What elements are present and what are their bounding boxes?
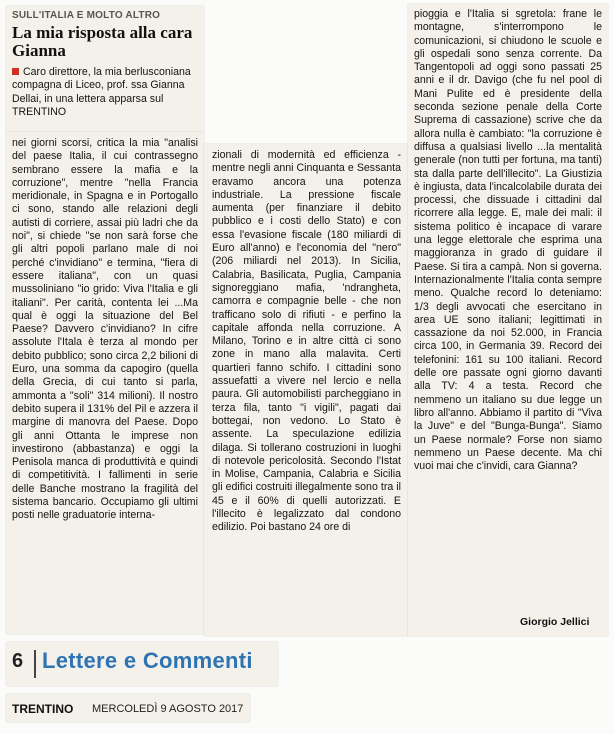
headline: La mia risposta alla cara Gianna: [12, 23, 193, 60]
letter-intro: [12, 66, 198, 119]
newspaper-masthead: TRENTINO: [12, 702, 74, 716]
red-square-bullet-icon: [12, 68, 19, 75]
issue-date: MERCOLEDÌ 9 AGOSTO 2017: [92, 703, 244, 715]
footer-divider: [34, 650, 36, 678]
page-number: 6: [12, 650, 24, 672]
body-column-3: [414, 8, 602, 473]
intro-text: Caro direttore, la mia berlusconiana compagna di Liceo, prof. ssa Gianna Dellai, in una lettera apparsa sul TRENTINO: [12, 66, 191, 118]
section-title: Lettere e Commenti: [42, 648, 253, 673]
section-kicker: SULL'ITALIA E MOLTO ALTRO: [12, 10, 161, 21]
column-text: pioggia e l'Italia si sgretola: frane le montagne, s'interrompono le comunicazioni, si chiudono le scuole e gli ospedali sono senza corrente. Da Tangentopoli ad oggi sono passati 25 anni e il dr. Davigo (che fu nel pool di Mani Pulite ed è presidente della seconda sezione penale della Corte Suprema di cassazione) scrive che da allora nulla è cambiato: "la corruzione è diffusa a qualsiasi livello ...la mentalità generale (non tutti per fortuna, ma tanti) sta dalla parte dell'illecito". La Giustizia è ingiusta, data l'incalcolabile durata dei processi, che dissuade i cittadini dal ricorrere alla legge. E, male dei mali: il sistema politico è incapace di varare una legge elettorale che esprima una maggioranza in grado di guidare il Paese. Si tira a campà. Non si governa. Internazionalmente l'Italia conta sempre meno. Qualche record lo deteniamo: 1/3 degli avvocati che esercitano in area UE sono italiani; legittimati in cassazione da noi 52.000, in Francia circa 100, in Germania 39. Record dei telefonini: 161 su 100 italiani. Record delle ore passate ogni giorno davanti alla TV: 4 a testa. Record che nemmeno un italiano su due legge un libro all'anno. Abbiamo il partito di "Viva la Juve" e del "Bunga-Bunga". Siamo un Paese normale? Forse non siamo nemmeno un Paese decente. Ma chi vuoi mai che c'invidi, cara Gianna?: [414, 8, 602, 473]
body-column-2: [212, 149, 401, 535]
column-text: zionali di modernità ed efficienza - mentre negli anni Cinquanta e Sessanta eravamo ancora una potenza industriale. La pressione fiscale aumenta (per finanziare il debito pubblico e i costi dello Stato) e con essa l'evasione fiscale (180 miliardi di Euro all'anno) e l'economia del "nero" (206 miliardi nel 2013). In Sicilia, Calabria, Basilicata, Puglia, Campania signoreggiano mafia, 'ndrangheta, camorra e compagnie belle - che non trafficano solo di rifiuti - e perfino la capitale affonda nella corruzione. A Milano, Torino e in altre città ci sono zone in mano alla malavita. Certi quartieri fanno schifo. I cittadini sono assuefatti a vivere nel lercio e nella paura. Gli automobilisti parcheggiano in terza fila, tanto "i vigili", pagati dai bottegai, non vedono. Lo Stato è assente. La speculazione edilizia dilaga. Si tollerano costruzioni in luoghi di notevole pericolosità. Secondo l'Istat in Molise, Campania, Calabria e Sicilia gli edifici costruiti illegalmente sono tra il 45 e il 60% di quelli autorizzati. E l'illecito è legalizzato dal condono edilizio. Poi bastano 24 ore di: [212, 149, 401, 534]
body-column-1: [12, 137, 198, 523]
column-text: nei giorni scorsi, critica la mia "analisi del paese Italia, il cui contrassegno sembrano essere la mafia e la corruzione", mentre "nella Francia meridionale, in Spagna e in Portogallo ci sono, stando alle relazioni degli autisti di corriere, assai più ladri che da noi", si chiede "se non sarà forse che gli altri popoli parlano male di noi perché c'invidiano" e termina, "fiera di essere italiana", con un quasi mussoliniano "io grido: Viva l'Italia e gli italiani". Per carità, contenta lei ...Ma qual è oggi la situazione del Bel Paese? Davvero c'invidiano? In cifre assolute l'Itala è terza al mondo per debito pubblico; sono circa 2,2 bilioni di Euro, una somma da capogiro (quella della Grecia, di cui tanto si parla, ammonta a "soli" 314 milioni). Il nostro debito supera il 131% del Pil e azzera il margine di manovra del Paese. Dopo gli anni Ottanta le imprese non investirono (abbastanza) e oggi la Penisola manca di produttività e quindi di competitività. I fallimenti in serie delle Banche mostrano la fragilità del sistema bancario. Occupiamo gli ultimi posti nelle graduatorie interna-: [12, 137, 198, 522]
author-signature: Giorgio Jellici: [520, 616, 590, 628]
